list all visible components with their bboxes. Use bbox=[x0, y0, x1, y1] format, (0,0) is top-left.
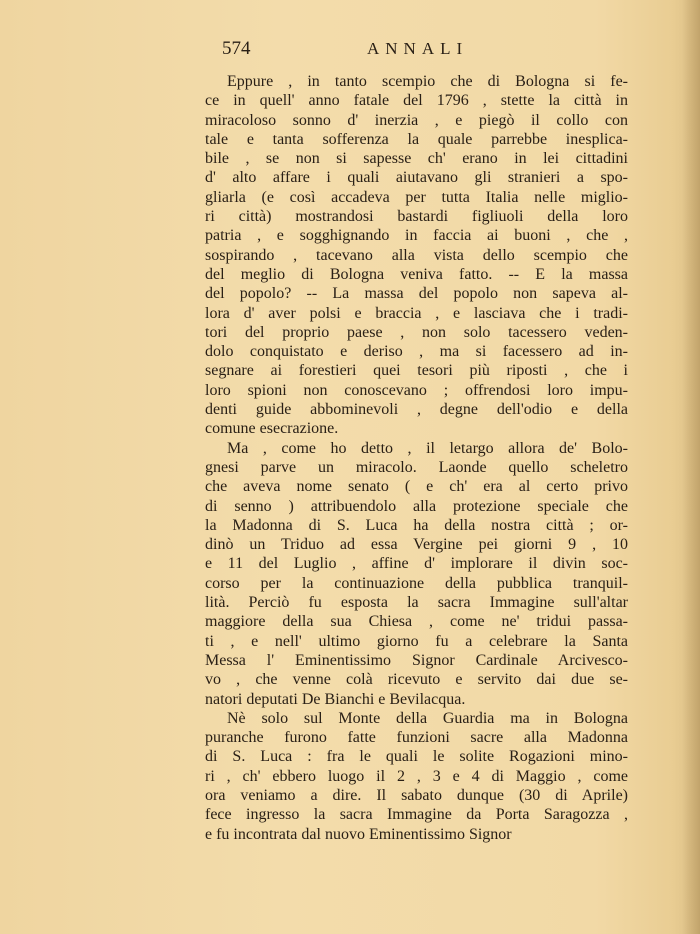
text-line: miracoloso sonno d' inerzia , e piegò il collo con bbox=[205, 111, 628, 129]
text-line: ce in quell' anno fatale del 1796 , stette la città in bbox=[205, 92, 628, 110]
text-line: natori deputati De Bianchi e Bevilacqua. bbox=[205, 690, 466, 708]
text-line: fece ingresso la sacra Immagine da Porta Saragozza , bbox=[205, 806, 628, 824]
text-line: denti guide abbominevoli , degne dell'odio e della bbox=[205, 401, 628, 419]
text-line: comune esecrazione. bbox=[205, 420, 339, 438]
text-line: bile , se non si sapesse ch' erano in lei cittadini bbox=[205, 150, 628, 168]
text-line: dolo conquistato e deriso , ma si facessero ad in- bbox=[205, 343, 628, 361]
text-line: la Madonna di S. Luca ha della nostra città ; or- bbox=[205, 516, 628, 534]
text-line: segnare ai forestieri quei tesori più riposti , che i bbox=[205, 362, 628, 380]
page-spine-shadow bbox=[682, 0, 700, 934]
text-line: ri , ch' ebbero luogo il 2 , 3 e 4 di Maggio , come bbox=[205, 767, 628, 785]
text-line: corso per la continuazione della pubblica tranquil- bbox=[205, 574, 628, 592]
text-line: Ma , come ho detto , il letargo allora de' Bolo- bbox=[227, 439, 628, 457]
text-line: puranche furono fatte funzioni sacre alla Madonna bbox=[205, 729, 628, 747]
text-line: ora veniamo a dire. Il sabato dunque (30 di Aprile) bbox=[205, 786, 628, 804]
body-text bbox=[205, 72, 628, 844]
text-line: patria , e sogghignando in faccia ai buoni , che , bbox=[205, 227, 628, 245]
text-line: del popolo? -- La massa del popolo non sapeva al- bbox=[205, 285, 628, 303]
text-line: e 11 del Luglio , affine d' implorare il divin soc- bbox=[205, 555, 628, 573]
text-line: del meglio di Bologna veniva fatto. -- E la massa bbox=[205, 265, 628, 283]
text-line: ri città) mostrandosi bastardi figliuoli della loro bbox=[205, 208, 628, 226]
text-line: sospirando , tacevano alla vista dello scempio che bbox=[205, 246, 628, 264]
text-line: lità. Perciò fu esposta la sacra Immagine sull'altar bbox=[205, 594, 628, 612]
text-line: loro spioni non conoscevano ; offrendosi loro impu- bbox=[205, 381, 628, 399]
text-line: tori del proprio paese , non solo tacessero veden- bbox=[205, 323, 628, 341]
text-line: e fu incontrata dal nuovo Eminentissimo Signor bbox=[205, 825, 512, 843]
text-line: gliarla (e così accadeva per tutta Italia nelle miglio- bbox=[205, 188, 628, 206]
page-header bbox=[222, 38, 622, 64]
text-line: Messa l' Eminentissimo Signor Cardinale Arcivesco- bbox=[205, 651, 628, 669]
text-line: gnesi parve un miracolo. Laonde quello scheletro bbox=[205, 458, 628, 476]
text-line: di senno ) attribuendolo alla protezione speciale che bbox=[205, 497, 628, 515]
text-line: dinò un Triduo ad essa Vergine pei giorni 9 , 10 bbox=[205, 536, 628, 554]
text-line: vo , che venne colà ricevuto e servito dai due se- bbox=[205, 671, 628, 689]
paragraph bbox=[205, 709, 628, 844]
text-line: d' alto affare i quali aiutavano gli stranieri a spo- bbox=[205, 169, 628, 187]
text-line: che aveva nome senato ( e ch' era al certo privo bbox=[205, 478, 628, 496]
paragraph bbox=[205, 72, 628, 439]
text-line: tale e tanta sofferenza la quale parrebbe inesplica- bbox=[205, 130, 628, 148]
running-head: ANNALI bbox=[367, 39, 469, 58]
text-line: ti , e nell' ultimo giorno fu a celebrare la Santa bbox=[205, 632, 628, 650]
text-line: Nè solo sul Monte della Guardia ma in Bologna bbox=[227, 709, 628, 727]
text-line: lora d' aver polsi e braccia , e lasciava che i tradi- bbox=[205, 304, 628, 322]
text-line: di S. Luca : fra le quali le solite Rogazioni mino- bbox=[205, 748, 628, 766]
text-line: Eppure , in tanto scempio che di Bologna si fe- bbox=[227, 73, 628, 90]
text-line: maggiore della sua Chiesa , come ne' tridui passa- bbox=[205, 613, 628, 631]
paragraph bbox=[205, 439, 628, 709]
page-number: 574 bbox=[222, 38, 251, 59]
